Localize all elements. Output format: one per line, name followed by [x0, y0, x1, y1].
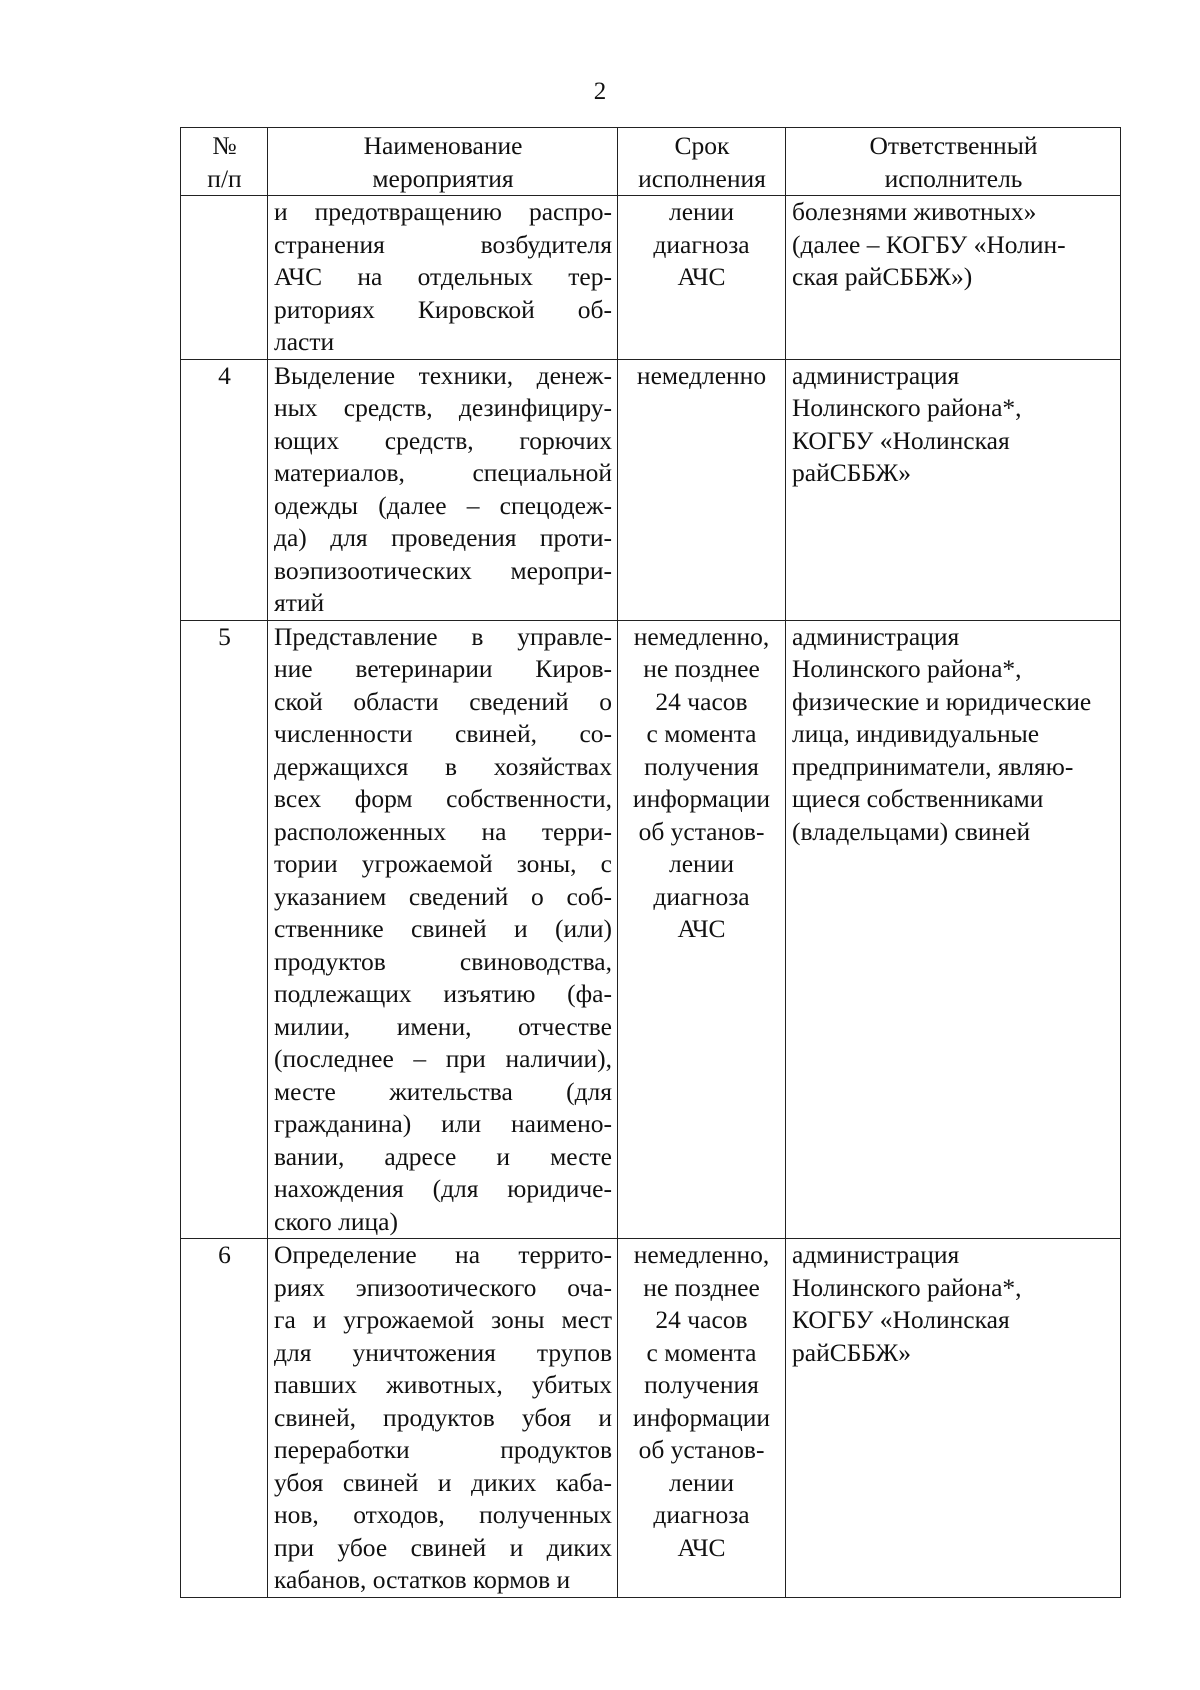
measure-name-cell-line: для уничтожения трупов	[274, 1337, 612, 1367]
table-header-row	[181, 128, 1121, 196]
measure-name-cell-line: да) для проведения проти-	[274, 523, 612, 552]
deadline-cell-line: немедленно,	[633, 1240, 770, 1269]
measure-name-cell-line: Выделение техники, денеж-	[274, 360, 612, 390]
deadline-cell	[618, 359, 786, 620]
deadline-cell-line: информации	[632, 784, 771, 813]
measure-name-cell-line: милии, имени, отчестве	[274, 1011, 612, 1041]
measure-name-cell-line: павших животных, убитых	[274, 1370, 612, 1399]
deadline-cell-line: диагноза	[653, 881, 750, 911]
responsible-cell-line: физические и юридические	[792, 686, 1092, 716]
measure-name-cell-line: нов, отходов, полученных	[274, 1500, 612, 1529]
measure-name-cell-line: ласти	[274, 327, 335, 356]
deadline-cell-line: диагноза	[653, 229, 750, 259]
responsible-cell-line: Нолинского района*,	[792, 393, 1022, 422]
measure-name-cell-line: и предотвращению распро-	[274, 197, 612, 226]
measure-name-cell-line: всех форм собственности,	[274, 784, 612, 813]
measure-name-cell-line: при убое свиней и диких	[274, 1532, 612, 1562]
responsible-cell-line: щиеся собственниками	[792, 784, 1044, 813]
measure-name-cell-line: ние ветеринарии Киров-	[274, 654, 612, 683]
measure-name-cell-line: гражданина) или наимено-	[274, 1109, 612, 1138]
measure-name-cell-line: убоя свиней и диких каба-	[274, 1467, 612, 1497]
deadline-cell-line: не позднее	[643, 1272, 760, 1302]
header-responsible: Ответственный исполнитель	[786, 128, 1121, 196]
measure-name-cell-line: тории угрожаемой зоны, с	[274, 849, 612, 878]
measure-name-cell-line: воэпизоотических меропри-	[274, 555, 612, 585]
deadline-cell-line: лении	[669, 849, 734, 878]
deadline-cell	[618, 196, 786, 360]
deadline-cell-line: немедленно,	[633, 621, 770, 651]
measure-name-cell-line: Определение на террито-	[274, 1240, 612, 1269]
measure-name-cell-line: материалов, специальной	[274, 458, 612, 487]
measure-name-cell-line: вании, адресе и месте	[274, 1141, 612, 1171]
measure-name-cell-line: риториях Кировской об-	[274, 294, 612, 324]
responsible-cell-line: администрация	[792, 360, 960, 390]
responsible-cell-line: Нолинского района*,	[792, 654, 1022, 683]
measure-name-cell	[268, 620, 618, 1239]
measures-table	[180, 127, 1121, 1598]
row-number: 5	[181, 620, 268, 1239]
deadline-cell-line: 24 часов	[655, 686, 748, 716]
responsible-cell-line: райСББЖ»	[792, 458, 911, 487]
responsible-cell	[786, 620, 1121, 1239]
header-deadline: Срок исполнения	[618, 128, 786, 196]
responsible-cell-line: райСББЖ»	[792, 1337, 911, 1367]
row-number: 4	[181, 359, 268, 620]
measure-name-cell-line: ственнике свиней и (или)	[274, 914, 612, 943]
responsible-cell-line: (владельцами) свиней	[792, 816, 1031, 846]
deadline-cell-line: немедленно	[636, 360, 767, 390]
responsible-cell-line: (далее – КОГБУ «Нолин-	[792, 229, 1066, 259]
deadline-cell-line: получения	[644, 1370, 759, 1399]
deadline-cell-line: об установ-	[638, 816, 765, 846]
header-measure-name: Наименование мероприятия	[268, 128, 618, 196]
measure-name-cell-line: ных средств, дезинфициру-	[274, 393, 612, 422]
measure-name-cell-line: ятий	[274, 588, 325, 617]
measure-name-cell-line: переработки продуктов	[274, 1435, 612, 1464]
deadline-cell	[618, 1239, 786, 1598]
table-row	[181, 1239, 1121, 1598]
deadline-cell-line: АЧС	[677, 1532, 726, 1562]
deadline-cell-line: АЧС	[677, 262, 726, 291]
measure-name-cell-line: (последнее – при наличии),	[274, 1044, 612, 1073]
deadline-cell-line: лении	[669, 197, 734, 226]
measure-name-cell-line: держащихся в хозяйствах	[274, 751, 612, 781]
responsible-cell-line: лица, индивидуальные	[792, 719, 1040, 748]
measure-name-cell-line: риях эпизоотического оча-	[274, 1272, 612, 1302]
responsible-cell-line: КОГБУ «Нолинская	[792, 1305, 1010, 1334]
measure-name-cell-line: нахождения (для юридиче-	[274, 1174, 612, 1203]
responsible-cell-line: ская райСББЖ»)	[792, 262, 973, 291]
measure-name-cell	[268, 1239, 618, 1598]
measure-name-cell-line: кабанов, остатков кормов и	[274, 1565, 571, 1594]
responsible-cell-line: КОГБУ «Нолинская	[792, 425, 1010, 455]
deadline-cell-line: об установ-	[638, 1435, 765, 1464]
measure-name-cell-line: расположенных на терри-	[274, 816, 612, 846]
deadline-cell	[618, 620, 786, 1239]
deadline-cell-line: 24 часов	[655, 1305, 748, 1334]
responsible-cell-line: администрация	[792, 1240, 960, 1269]
measure-name-cell-line: странения возбудителя	[274, 229, 612, 259]
table-row	[181, 359, 1121, 620]
responsible-cell	[786, 196, 1121, 360]
deadline-cell-line: получения	[644, 751, 759, 781]
measure-name-cell-line: численности свиней, со-	[274, 719, 612, 748]
measure-name-cell-line: ской области сведений о	[274, 686, 612, 716]
measure-name-cell-line: ского лица)	[274, 1206, 398, 1236]
header-number: № п/п	[181, 128, 268, 196]
deadline-cell-line: информации	[632, 1402, 771, 1432]
responsible-cell	[786, 359, 1121, 620]
deadline-cell-line: диагноза	[653, 1500, 750, 1529]
measure-name-cell-line: одежды (далее – спецодеж-	[274, 490, 612, 520]
measure-name-cell	[268, 196, 618, 360]
page-number: 2	[593, 78, 607, 105]
measure-name-cell-line: месте жительства (для	[274, 1076, 612, 1106]
table-row	[181, 196, 1121, 360]
responsible-cell-line: болезнями животных»	[792, 197, 1037, 226]
measure-name-cell-line: АЧС на отдельных тер-	[274, 262, 612, 291]
measure-name-cell-line: ющих средств, горючих	[274, 425, 612, 455]
measure-name-cell-line: указанием сведений о соб-	[274, 881, 612, 911]
row-number: 6	[181, 1239, 268, 1598]
deadline-cell-line: лении	[669, 1467, 734, 1497]
responsible-cell	[786, 1239, 1121, 1598]
responsible-cell-line: Нолинского района*,	[792, 1272, 1022, 1302]
deadline-cell-line: с момента	[646, 1337, 757, 1367]
row-number	[181, 196, 268, 360]
measure-name-cell-line: Представление в управле-	[274, 621, 612, 651]
deadline-cell-line: АЧС	[677, 914, 726, 943]
measure-name-cell-line: га и угрожаемой зоны мест	[274, 1305, 612, 1334]
responsible-cell-line: администрация	[792, 621, 960, 651]
responsible-cell-line: предприниматели, являю-	[792, 751, 1074, 781]
deadline-cell-line: с момента	[646, 719, 757, 748]
table-row	[181, 620, 1121, 1239]
measure-name-cell-line: свиней, продуктов убоя и	[274, 1402, 612, 1432]
deadline-cell-line: не позднее	[643, 654, 760, 683]
measure-name-cell-line: продуктов свиноводства,	[274, 946, 612, 976]
measure-name-cell-line: подлежащих изъятию (фа-	[274, 979, 612, 1008]
measure-name-cell	[268, 359, 618, 620]
